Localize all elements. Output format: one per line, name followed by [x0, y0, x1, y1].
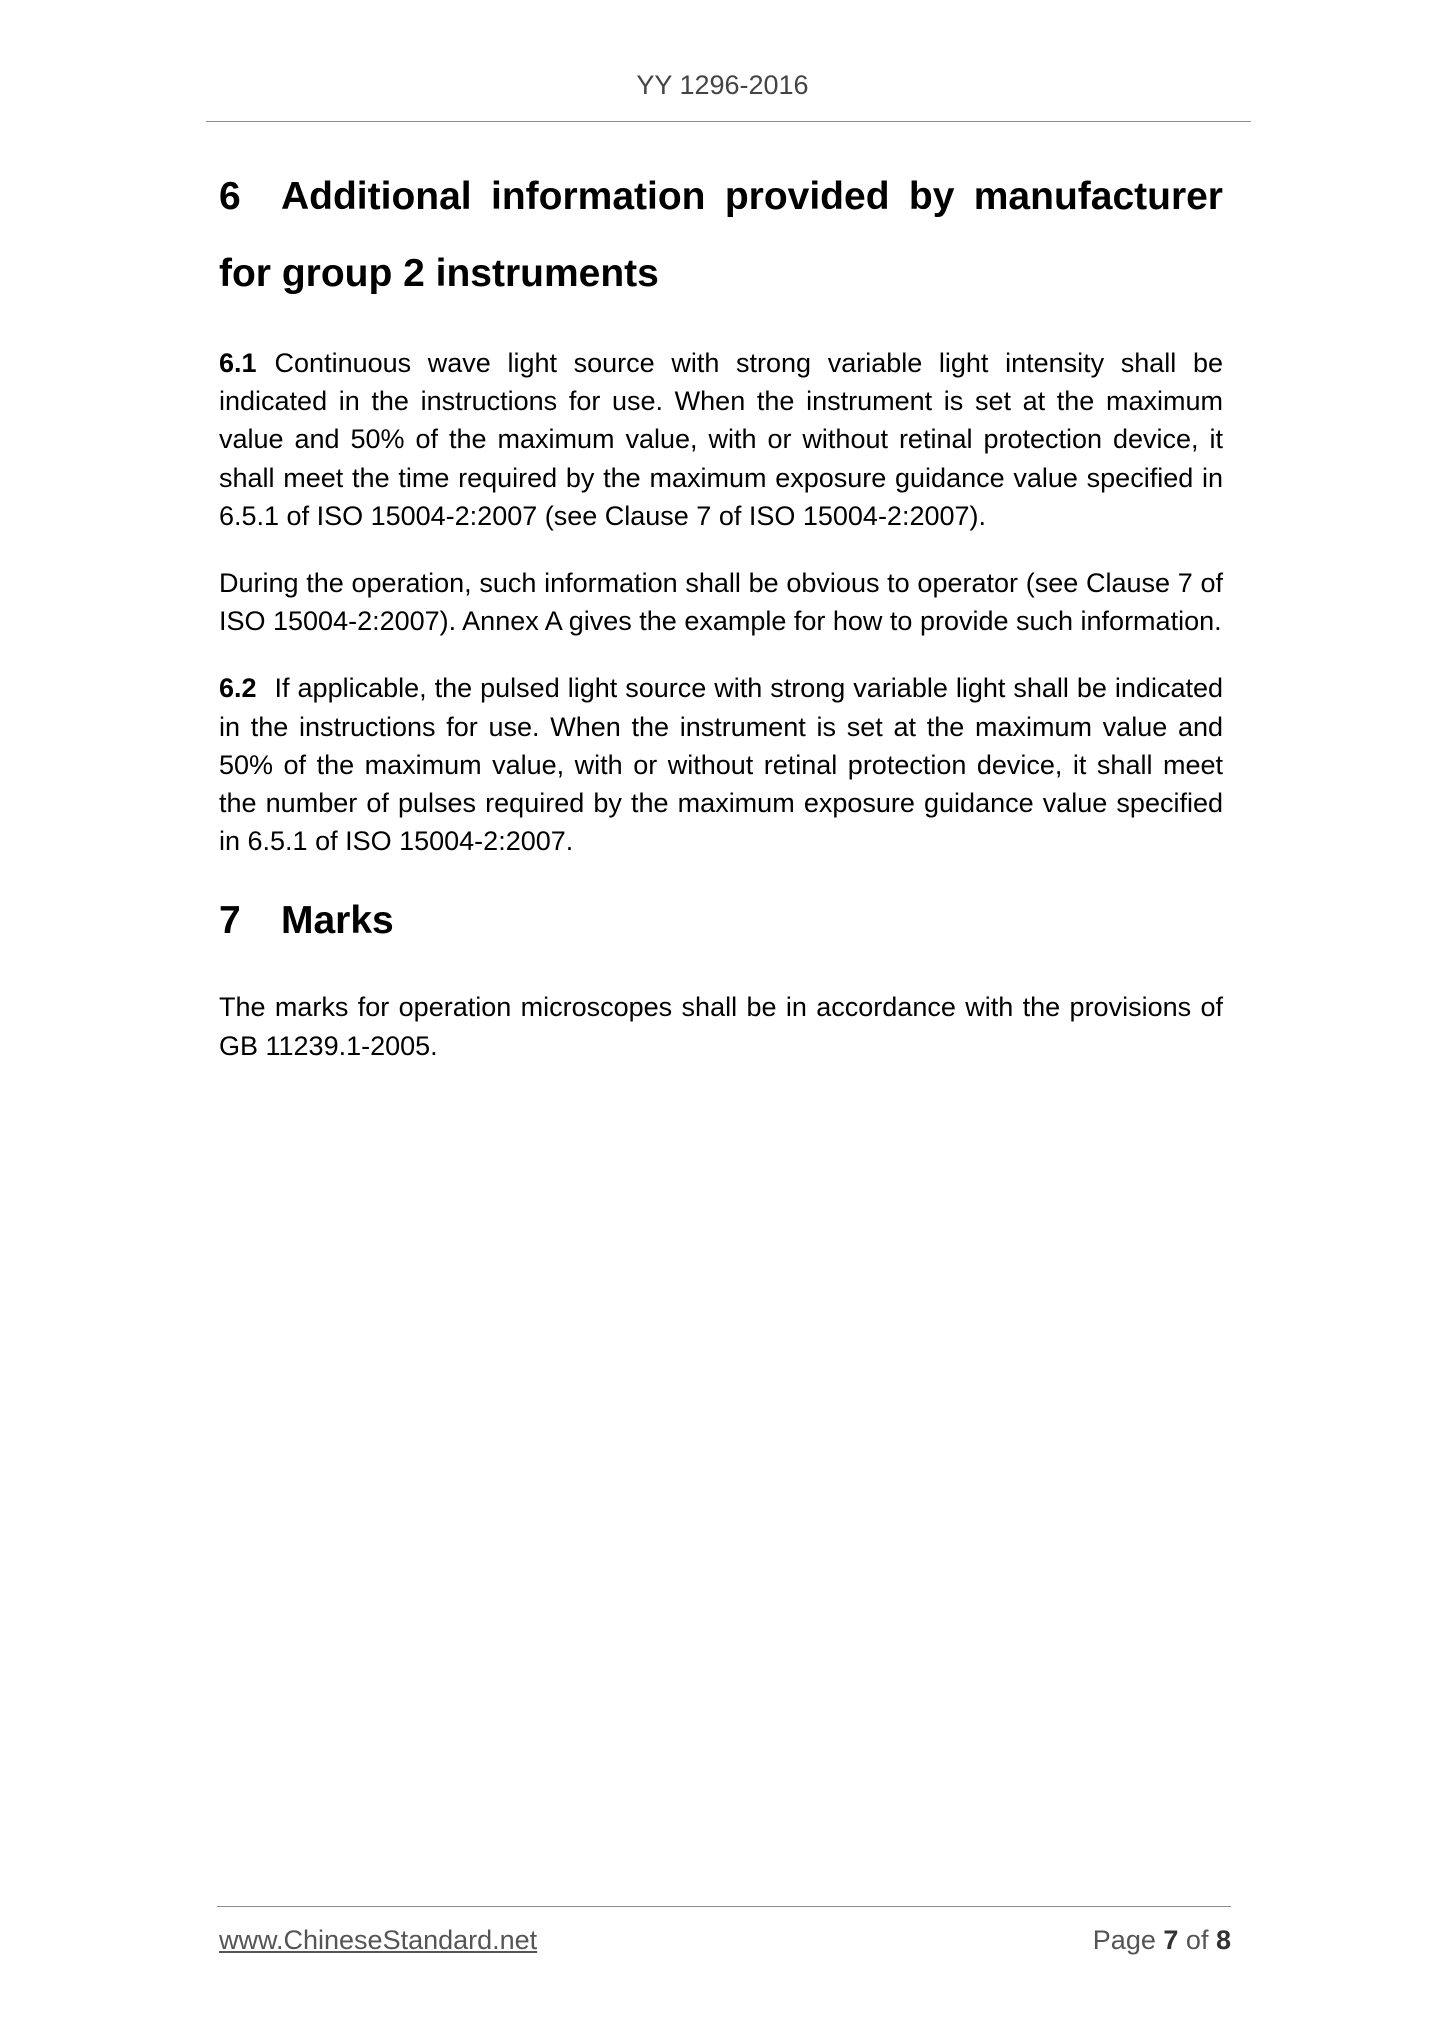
clause-6-1-text: Continuous wave light source with strong variable light intensity shall be indicated in the instructions for use. When the instrument is set at the maximum value and 50% of the maximum value, with or without retinal protection device, it shall meet the time required by the maximum exposure guidance value specified in 6.5.1 of ISO 15004-2:2007 (see Clause 7 of ISO 15004-2:2007).: [219, 348, 1223, 531]
section-7-title: Marks: [281, 899, 394, 943]
section-7-heading: [219, 882, 1223, 959]
operation-paragraph: During the operation, such information shall be obvious to operator (see Clause 7 of ISO 15004-2:2007). Annex A gives the example for how to provide such information.: [219, 568, 1223, 637]
clause-6-2-text: If applicable, the pulsed light source with strong variable light shall be indicated in the instructions for use. When the instrument is set at the maximum value and 50% of the maximum value, with or without retinal protection device, it shall meet the number of pulses required by the maximum exposure guidance value specified in 6.5.1 of ISO 15004-2:2007.: [219, 673, 1223, 857]
page-of: of: [1185, 1925, 1209, 1955]
footer-divider: [217, 1906, 1231, 1907]
section-6-title: Additional information provided by manufacturer for group 2 instruments: [219, 175, 1223, 295]
page-number: [1093, 1925, 1231, 1956]
section-6-heading: [219, 158, 1223, 312]
clause-6-2-number: 6.2: [219, 673, 257, 704]
website-link[interactable]: www.ChineseStandard.net: [219, 1925, 538, 1955]
document-code-header: YY 1296-2016: [636, 70, 809, 100]
clause-6-1: [219, 344, 1223, 535]
page-content: [219, 158, 1223, 1065]
page-total: 8: [1215, 1925, 1231, 1955]
clause-6-2: [219, 669, 1223, 860]
page-current: 7: [1163, 1925, 1179, 1955]
header-divider: [206, 121, 1251, 122]
section-7-number: 7: [219, 899, 241, 943]
clause-6-1-number: 6.1: [219, 348, 257, 378]
page-footer: [219, 1925, 1231, 1965]
page-prefix: Page: [1092, 1925, 1156, 1955]
marks-paragraph: The marks for operation microscopes shall be in accordance with the provisions of GB 11239.1-2005.: [219, 992, 1223, 1061]
section-6-number: 6: [219, 175, 241, 218]
